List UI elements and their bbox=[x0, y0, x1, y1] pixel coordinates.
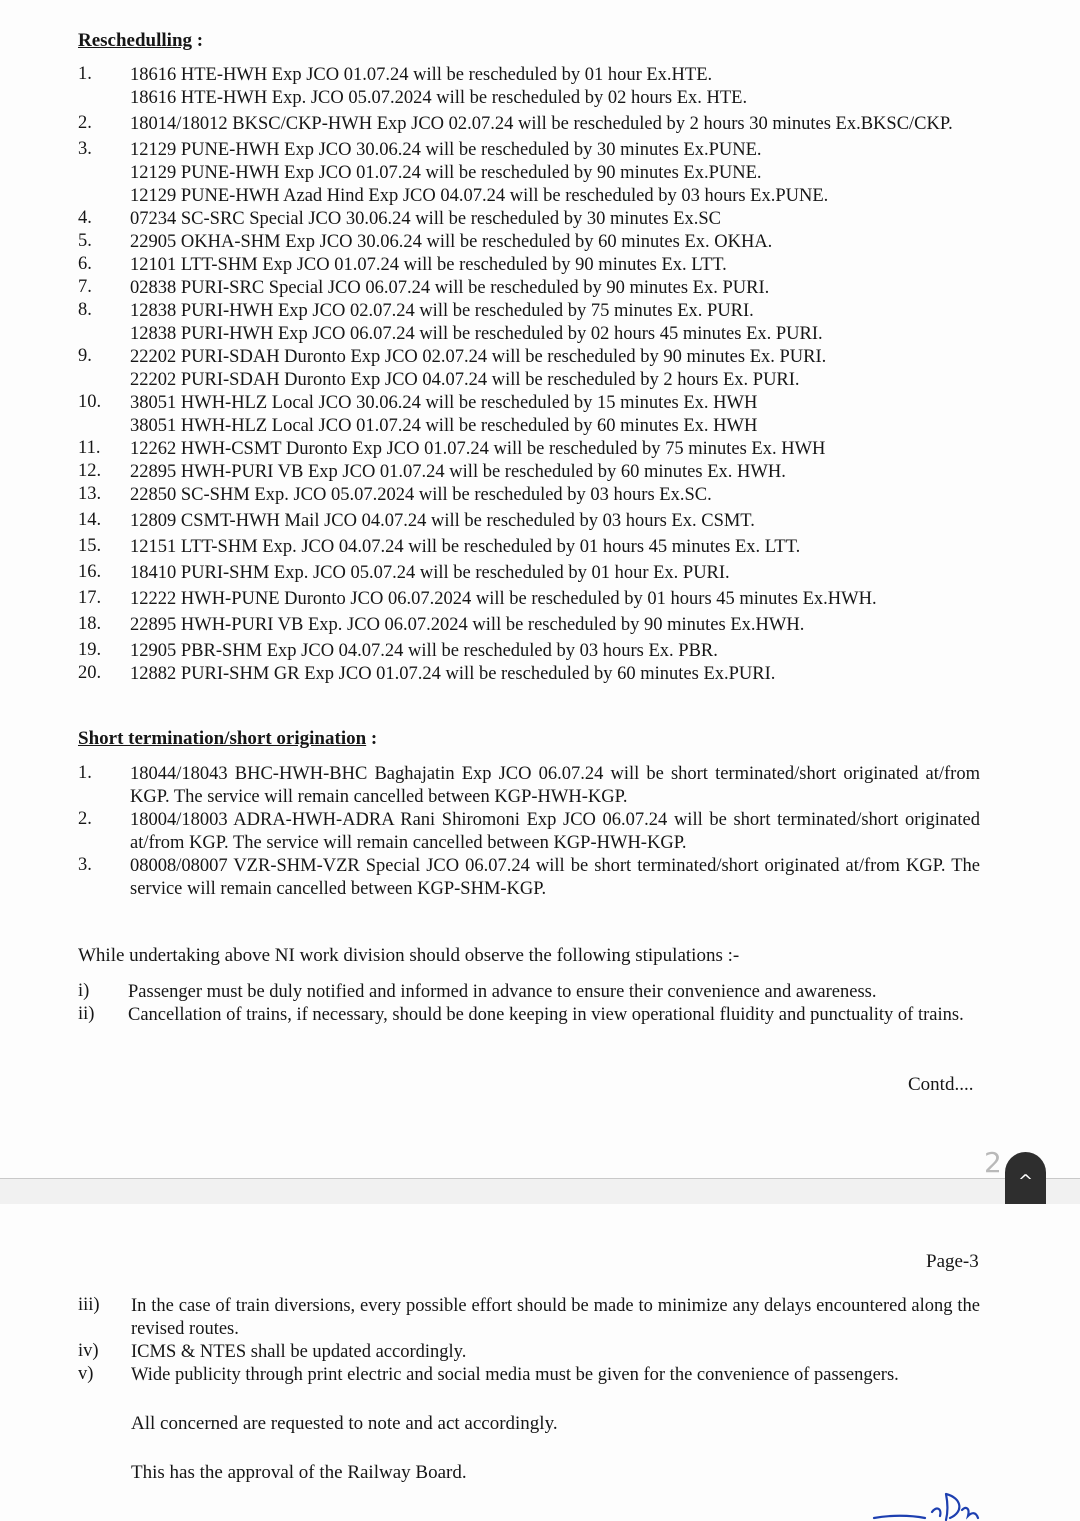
continued-label: Contd.... bbox=[908, 1074, 974, 1095]
list-item: 3. 12129 PUNE-HWH Exp JCO 30.06.24 will be rescheduled by 30 minutes Ex.PUNE. 12129 PUNE-HWH Exp JCO 01.07.24 will be rescheduled by 90 minutes Ex.PUNE. 12129 PUNE-HWH Azad Hind Exp JCO 04.07.24 will be rescheduled by 03 hours Ex.PUNE. bbox=[78, 139, 829, 206]
list-item: 19. 12905 PBR-SHM Exp JCO 04.07.24 will be rescheduled by 03 hours Ex. PBR. bbox=[78, 640, 718, 661]
approval-text: This has the approval of the Railway Board. bbox=[131, 1462, 467, 1483]
rescheduling-list bbox=[78, 64, 980, 686]
list-item: 3. 08008/08007 VZR-SHM-VZR Special JCO 06.07.24 will be short terminated/short originated at/from KGP. The service will remain cancelled between KGP-SHM-KGP. bbox=[78, 855, 980, 899]
stipulations-list-continued bbox=[78, 1295, 980, 1387]
list-item: 2. 18014/18012 BKSC/CKP-HWH Exp JCO 02.07.24 will be rescheduled by 2 hours 30 minutes Ex.BKSC/CKP. bbox=[78, 113, 953, 134]
list-item: 8. 12838 PURI-HWH Exp JCO 02.07.24 will be rescheduled by 75 minutes Ex. PURI. 12838 PURI-HWH Exp JCO 06.07.24 will be rescheduled by 02 hours 45 minutes Ex. PURI. bbox=[78, 300, 823, 344]
list-item: i) Passenger must be duly notified and informed in advance to ensure their convenience and awareness. bbox=[78, 981, 877, 1002]
list-item: 7. 02838 PURI-SRC Special JCO 06.07.24 will be rescheduled by 90 minutes Ex. PURI. bbox=[78, 277, 770, 298]
list-item: 11. 12262 HWH-CSMT Duronto Exp JCO 01.07.24 will be rescheduled by 75 minutes Ex. HWH bbox=[78, 438, 826, 459]
short-termination-list bbox=[78, 763, 980, 901]
page-separator bbox=[0, 1178, 1080, 1206]
list-item: iv) ICMS & NTES shall be updated accordingly. bbox=[78, 1341, 467, 1362]
list-item: 20. 12882 PURI-SHM GR Exp JCO 01.07.24 will be rescheduled by 60 minutes Ex.PURI. bbox=[78, 663, 776, 684]
list-item: v) Wide publicity through print electric and social media must be given for the convenience of passengers. bbox=[78, 1364, 899, 1385]
stipulations-intro: While undertaking above NI work division should observe the following stipulations :- bbox=[78, 945, 740, 966]
list-item: 16. 18410 PURI-SHM Exp. JCO 05.07.24 will be rescheduled by 01 hour Ex. PURI. bbox=[78, 562, 730, 583]
rescheduling-heading: Reschedulling : bbox=[78, 30, 204, 51]
chevron-up-icon[interactable]: ^ bbox=[1017, 1171, 1034, 1192]
list-item: 12. 22895 HWH-PURI VB Exp JCO 01.07.24 will be rescheduled by 60 minutes Ex. HWH. bbox=[78, 461, 786, 482]
list-item: 5. 22905 OKHA-SHM Exp JCO 30.06.24 will be rescheduled by 60 minutes Ex. OKHA. bbox=[78, 231, 773, 252]
list-item: 9. 22202 PURI-SDAH Duronto Exp JCO 02.07.24 will be rescheduled by 90 minutes Ex. PURI. 22202 PURI-SDAH Duronto Exp JCO 04.07.24 will be rescheduled by 2 hours Ex. PURI. bbox=[78, 346, 827, 390]
list-item: ii) Cancellation of trains, if necessary, should be done keeping in view operational fluidity and punctuality of trains. bbox=[78, 1004, 964, 1025]
list-item: 6. 12101 LTT-SHM Exp JCO 01.07.24 will be rescheduled by 90 minutes Ex. LTT. bbox=[78, 254, 727, 275]
list-item: 15. 12151 LTT-SHM Exp. JCO 04.07.24 will be rescheduled by 01 hours 45 minutes Ex. LTT. bbox=[78, 536, 801, 557]
list-item: 18. 22895 HWH-PURI VB Exp. JCO 06.07.2024 will be rescheduled by 90 minutes Ex.HWH. bbox=[78, 614, 805, 635]
signature-image bbox=[870, 1488, 980, 1521]
list-item: 14. 12809 CSMT-HWH Mail JCO 04.07.24 will be rescheduled by 03 hours Ex. CSMT. bbox=[78, 510, 755, 531]
page-indicator: 2 bbox=[984, 1146, 1002, 1179]
list-item: 1. 18044/18043 BHC-HWH-BHC Baghajatin Exp JCO 06.07.24 will be short terminated/short originated at/from KGP. The service will remain cancelled between KGP-HWH-KGP. bbox=[78, 763, 980, 807]
list-item: 1. 18616 HTE-HWH Exp JCO 01.07.24 will be rescheduled by 01 hour Ex.HTE. 18616 HTE-HWH Exp. JCO 05.07.2024 will be rescheduled by 02 hours Ex. HTE. bbox=[78, 64, 748, 108]
list-item: 2. 18004/18003 ADRA-HWH-ADRA Rani Shiromoni Exp JCO 06.07.24 will be short terminated/short originated at/from KGP. The service will remain cancelled between KGP-HWH-KGP. bbox=[78, 809, 980, 853]
list-item: 4. 07234 SC-SRC Special JCO 30.06.24 will be rescheduled by 30 minutes Ex.SC bbox=[78, 208, 721, 229]
list-item: 17. 12222 HWH-PUNE Duronto JCO 06.07.2024 will be rescheduled by 01 hours 45 minutes Ex.HWH. bbox=[78, 588, 877, 609]
list-item: 10. 38051 HWH-HLZ Local JCO 30.06.24 will be rescheduled by 15 minutes Ex. HWH 38051 HWH-HLZ Local JCO 01.07.24 will be rescheduled by 60 minutes Ex. HWH bbox=[78, 392, 758, 436]
note-text: All concerned are requested to note and act accordingly. bbox=[131, 1413, 558, 1434]
stipulations-list bbox=[78, 981, 980, 1027]
short-termination-heading: Short termination/short origination : bbox=[78, 728, 378, 749]
list-item: iii) In the case of train diversions, every possible effort should be made to minimize any delays encountered along the revised routes. bbox=[78, 1295, 980, 1339]
list-item: 13. 22850 SC-SHM Exp. JCO 05.07.2024 will be rescheduled by 03 hours Ex.SC. bbox=[78, 484, 712, 505]
document-page-3 bbox=[0, 1204, 1080, 1521]
page-label: Page-3 bbox=[926, 1251, 979, 1272]
